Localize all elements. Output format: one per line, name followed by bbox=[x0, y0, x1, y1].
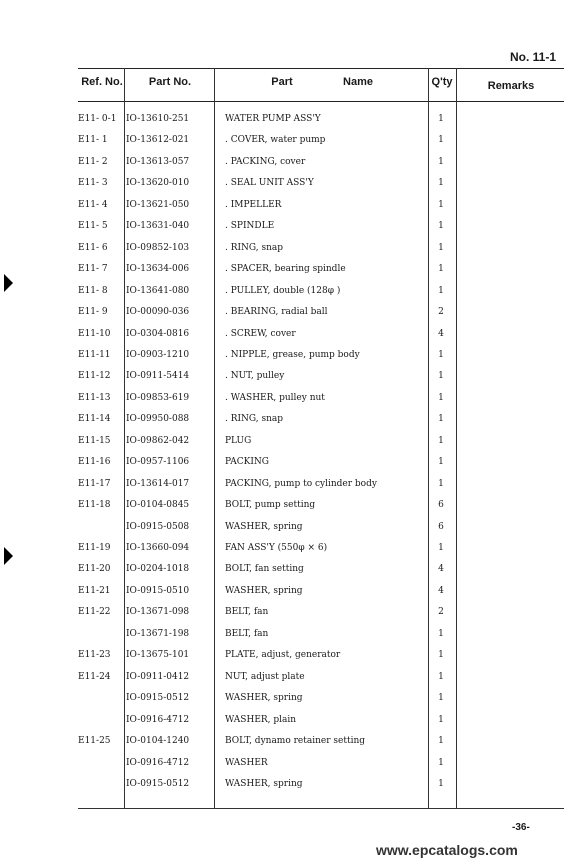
part-no-cell: IO-13641-080 bbox=[126, 285, 190, 296]
ref-cell: E11-16 bbox=[78, 457, 111, 468]
binding-marker-bottom bbox=[4, 547, 13, 565]
part-no-cell: IO-13675-101 bbox=[126, 650, 190, 661]
qty-cell: 4 bbox=[438, 564, 444, 575]
ref-cell: E11- 8 bbox=[78, 285, 108, 296]
qty-cell: 1 bbox=[438, 114, 444, 124]
name-cell: PLUG bbox=[225, 435, 252, 446]
table-row bbox=[78, 457, 564, 475]
part-no-cell: IO-0204-1018 bbox=[126, 564, 190, 575]
table-row bbox=[78, 693, 564, 711]
qty-cell: 1 bbox=[438, 714, 444, 725]
table-row bbox=[78, 307, 564, 325]
part-no-cell: IO-0104-1240 bbox=[126, 736, 190, 747]
table-row bbox=[78, 522, 564, 540]
ref-cell: E11- 2 bbox=[78, 156, 108, 167]
part-no-cell: IO-13631-040 bbox=[126, 221, 190, 232]
qty-cell: 1 bbox=[438, 264, 444, 275]
header-part: Part bbox=[271, 76, 293, 88]
ref-cell: E11- 9 bbox=[78, 307, 108, 318]
qty-cell: 1 bbox=[438, 156, 444, 167]
qty-cell: 1 bbox=[438, 178, 444, 189]
qty-cell: 6 bbox=[438, 521, 444, 532]
table-row bbox=[78, 607, 564, 625]
part-no-cell: IO-0104-0845 bbox=[126, 500, 190, 511]
ref-cell: E11- 6 bbox=[78, 242, 108, 253]
table-row bbox=[78, 157, 564, 175]
part-no-cell: IO-13612-021 bbox=[126, 135, 190, 146]
table-row bbox=[78, 715, 564, 733]
table-row bbox=[78, 414, 564, 432]
part-no-cell: IO-13634-006 bbox=[126, 264, 190, 275]
ref-cell: E11-23 bbox=[78, 650, 111, 661]
ref-cell: E11-18 bbox=[78, 500, 111, 511]
qty-cell: 1 bbox=[438, 199, 444, 210]
qty-cell: 1 bbox=[438, 221, 444, 232]
table-row bbox=[78, 758, 564, 776]
watermark: www.epcatalogs.com bbox=[376, 842, 518, 858]
name-cell: . SEAL UNIT ASS'Y bbox=[225, 178, 314, 189]
qty-cell: 1 bbox=[438, 757, 444, 768]
qty-cell: 1 bbox=[438, 628, 444, 639]
part-no-cell: IO-09950-088 bbox=[126, 414, 190, 425]
part-no-cell: IO-09852-103 bbox=[126, 242, 190, 253]
header-ref: Ref. No. bbox=[81, 76, 123, 88]
ref-cell: E11- 4 bbox=[78, 199, 108, 210]
table-row bbox=[78, 436, 564, 454]
ref-cell: E11-24 bbox=[78, 671, 111, 682]
ref-cell: E11-17 bbox=[78, 478, 111, 489]
ref-cell: E11-14 bbox=[78, 414, 111, 425]
ref-cell: E11-10 bbox=[78, 328, 111, 339]
name-cell: FAN ASS'Y (550φ × 6) bbox=[225, 543, 328, 553]
part-no-cell: IO-0915-0510 bbox=[126, 585, 190, 596]
part-no-cell: IO-13671-098 bbox=[126, 607, 190, 618]
qty-cell: 6 bbox=[438, 500, 444, 511]
name-cell: . SPACER, bearing spindle bbox=[225, 264, 346, 275]
part-no-cell: IO-13671-198 bbox=[126, 628, 190, 639]
table-row bbox=[78, 586, 564, 604]
qty-cell: 1 bbox=[438, 392, 444, 403]
name-cell: WASHER, spring bbox=[225, 693, 303, 704]
part-no-cell: IO-09853-619 bbox=[126, 392, 190, 403]
name-cell: . COVER, water pump bbox=[225, 135, 326, 146]
ref-cell: E11-11 bbox=[78, 349, 111, 360]
name-cell: . PULLEY, double (128φ ) bbox=[225, 285, 341, 296]
part-no-cell: IO-0304-0816 bbox=[126, 328, 190, 339]
ref-cell: E11-22 bbox=[78, 607, 111, 618]
qty-cell: 4 bbox=[438, 585, 444, 596]
ref-cell: E11- 7 bbox=[78, 264, 108, 275]
qty-cell: 1 bbox=[438, 242, 444, 253]
name-cell: BOLT, fan setting bbox=[225, 564, 304, 575]
part-no-cell: IO-13614-017 bbox=[126, 478, 190, 489]
ref-cell: E11-13 bbox=[78, 392, 111, 403]
name-cell: WATER PUMP ASS'Y bbox=[225, 114, 321, 124]
ref-cell: E11-19 bbox=[78, 543, 111, 553]
ref-cell: E11-15 bbox=[78, 435, 111, 446]
part-no-cell: IO-09862-042 bbox=[126, 435, 190, 446]
qty-cell: 1 bbox=[438, 371, 444, 382]
part-no-cell: IO-0916-4712 bbox=[126, 757, 190, 768]
name-cell: WASHER, spring bbox=[225, 585, 303, 596]
qty-cell: 2 bbox=[438, 307, 444, 318]
part-no-cell: IO-0916-4712 bbox=[126, 714, 190, 725]
table-row bbox=[78, 629, 564, 647]
part-no-cell: IO-13610-251 bbox=[126, 114, 190, 124]
ref-cell: E11-12 bbox=[78, 371, 111, 382]
qty-cell: 1 bbox=[438, 736, 444, 747]
table-top-rule bbox=[78, 68, 564, 69]
page-label: No. 11-1 bbox=[510, 50, 557, 64]
ref-cell: E11- 3 bbox=[78, 178, 108, 189]
part-no-cell: IO-13620-010 bbox=[126, 178, 190, 189]
name-cell: BOLT, dynamo retainer setting bbox=[225, 736, 366, 747]
name-cell: WASHER, spring bbox=[225, 521, 303, 532]
ref-cell: E11- 0-1 bbox=[78, 114, 117, 124]
part-no-cell: IO-0911-0412 bbox=[126, 671, 190, 682]
table-row bbox=[78, 221, 564, 239]
qty-cell: 2 bbox=[438, 607, 444, 618]
qty-cell: 4 bbox=[438, 328, 444, 339]
header-remarks: Remarks bbox=[487, 80, 535, 92]
qty-cell: 1 bbox=[438, 778, 444, 789]
part-no-cell: IO-0903-1210 bbox=[126, 349, 190, 360]
table-row bbox=[78, 264, 564, 282]
table-row bbox=[78, 479, 564, 497]
header-part-no: Part No. bbox=[148, 76, 192, 88]
table-row bbox=[78, 779, 564, 797]
name-cell: BELT, fan bbox=[225, 607, 269, 618]
name-cell: NUT, adjust plate bbox=[225, 671, 305, 682]
name-cell: . NUT, pulley bbox=[225, 371, 285, 382]
header-qty: Q'ty bbox=[431, 76, 453, 88]
binding-marker-top bbox=[4, 274, 13, 292]
qty-cell: 1 bbox=[438, 671, 444, 682]
table-row bbox=[78, 650, 564, 668]
footer-rule bbox=[78, 808, 564, 809]
qty-cell: 1 bbox=[438, 135, 444, 146]
qty-cell: 1 bbox=[438, 414, 444, 425]
name-cell: . WASHER, pulley nut bbox=[225, 392, 325, 403]
part-no-cell: IO-0957-1106 bbox=[126, 457, 190, 468]
name-cell: . BEARING, radial ball bbox=[225, 307, 328, 318]
page-number: -36- bbox=[512, 822, 530, 833]
part-no-cell: IO-13621-050 bbox=[126, 199, 190, 210]
ref-cell: E11- 5 bbox=[78, 221, 108, 232]
part-no-cell: IO-0911-5414 bbox=[126, 371, 190, 382]
qty-cell: 1 bbox=[438, 650, 444, 661]
part-no-cell: IO-13660-094 bbox=[126, 543, 190, 553]
name-cell: . SPINDLE bbox=[225, 221, 275, 232]
name-cell: . RING, snap bbox=[225, 242, 284, 253]
table-row bbox=[78, 393, 564, 411]
table-row bbox=[78, 178, 564, 196]
ref-cell: E11- 1 bbox=[78, 135, 108, 146]
qty-cell: 1 bbox=[438, 349, 444, 360]
qty-cell: 1 bbox=[438, 457, 444, 468]
name-cell: BOLT, pump setting bbox=[225, 500, 316, 511]
table-row bbox=[78, 564, 564, 582]
part-no-cell: IO-0915-0512 bbox=[126, 693, 190, 704]
name-cell: . IMPELLER bbox=[225, 199, 282, 210]
table-header-rule bbox=[78, 101, 564, 102]
ref-cell: E11-21 bbox=[78, 585, 111, 596]
table-row bbox=[78, 672, 564, 690]
table-row bbox=[78, 736, 564, 754]
table-row bbox=[78, 200, 564, 218]
qty-cell: 1 bbox=[438, 543, 444, 553]
table-row bbox=[78, 371, 564, 389]
table-row bbox=[78, 350, 564, 368]
name-cell: BELT, fan bbox=[225, 628, 269, 639]
name-cell: WASHER bbox=[225, 757, 268, 768]
table-row bbox=[78, 543, 564, 561]
part-no-cell: IO-0915-0512 bbox=[126, 778, 190, 789]
name-cell: . SCREW, cover bbox=[225, 328, 296, 339]
name-cell: PACKING bbox=[225, 457, 269, 468]
table-row bbox=[78, 135, 564, 153]
ref-cell: E11-25 bbox=[78, 736, 111, 747]
name-cell: . RING, snap bbox=[225, 414, 284, 425]
part-no-cell: IO-0915-0508 bbox=[126, 521, 190, 532]
qty-cell: 1 bbox=[438, 285, 444, 296]
table-row bbox=[78, 243, 564, 261]
name-cell: WASHER, spring bbox=[225, 778, 303, 789]
name-cell: . NIPPLE, grease, pump body bbox=[225, 349, 360, 360]
part-no-cell: IO-13613-057 bbox=[126, 156, 190, 167]
name-cell: WASHER, plain bbox=[225, 714, 297, 725]
table-row bbox=[78, 500, 564, 518]
name-cell: PACKING, pump to cylinder body bbox=[225, 478, 377, 489]
name-cell: . PACKING, cover bbox=[225, 156, 306, 167]
qty-cell: 1 bbox=[438, 478, 444, 489]
qty-cell: 1 bbox=[438, 435, 444, 446]
table-row bbox=[78, 329, 564, 347]
name-cell: PLATE, adjust, generator bbox=[225, 650, 341, 661]
header-name: Name bbox=[343, 76, 373, 88]
table-row bbox=[78, 286, 564, 304]
ref-cell: E11-20 bbox=[78, 564, 111, 575]
qty-cell: 1 bbox=[438, 693, 444, 704]
part-no-cell: IO-00090-036 bbox=[126, 307, 190, 318]
table-row bbox=[78, 114, 564, 132]
